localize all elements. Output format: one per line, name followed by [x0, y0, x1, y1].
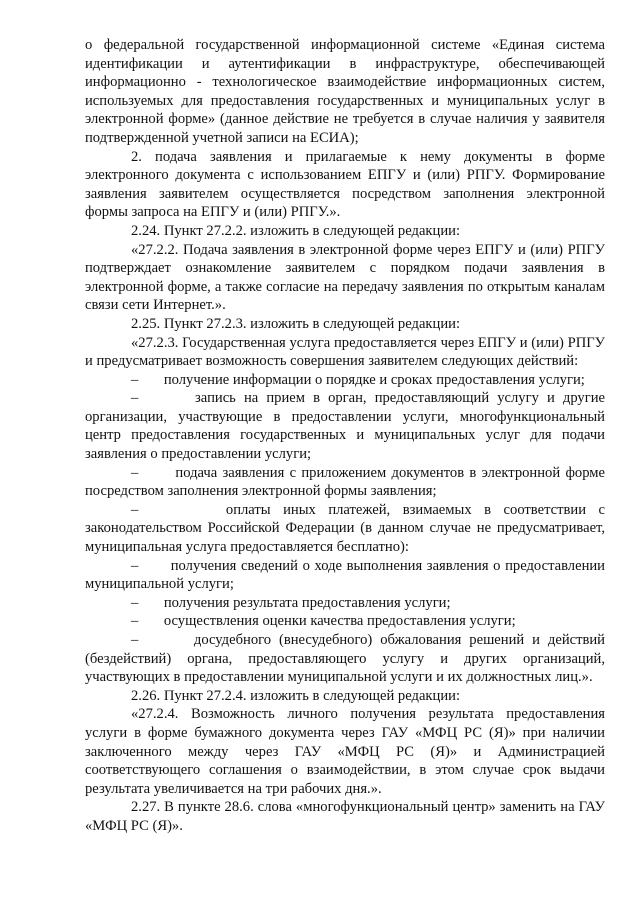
- paragraph-item-2-submission: 2. подача заявления и прилагаемые к нему документы в форме электронного документа с использованием ЕПГУ и (или) РПГУ. Формирование заявления заявителем осуществляется посредством заполнения электронной формы запроса на ЕПГУ и (или) РПГУ.».: [85, 148, 605, 221]
- paragraph-27-2-2: «27.2.2. Подача заявления в электронной форме через ЕПГУ и (или) РПГУ подтверждает ознакомление заявителем с порядком подачи заявления в электронной форме, а также согласие на передачу заявления по открытым каналам связи сети Интернет.».: [85, 241, 605, 314]
- paragraph-27-2-3: «27.2.3. Государственная услуга предоставляется через ЕПГУ и (или) РПГУ и предусматривает возможность совершения заявителем следующих действий:: [85, 334, 605, 370]
- paragraph-2-27: 2.27. В пункте 28.6. слова «многофункциональный центр» заменить на ГАУ «МФЦ РС (Я)».: [85, 799, 605, 834]
- list-item-info: – получение информации о порядке и сроках предоставления услуги;: [131, 371, 585, 388]
- list-item-payments: – оплаты иных платежей, взимаемых в соответствии с законодательством Российской Федерации (в данном случае не предусматривает, муниципальная услуга предоставляется бесплатно):: [85, 501, 605, 556]
- document-page: [85, 36, 605, 836]
- paragraph-2-26-heading: 2.26. Пункт 27.2.4. изложить в следующей редакции:: [131, 687, 460, 704]
- list-item-appointment: – запись на прием в орган, предоставляющий услугу и другие организации, участвующие в предоставлении услуги, многофункциональный центр предоставления государственных и муниципальных услуг для подачи заявления о предоставлении услуги;: [85, 390, 605, 463]
- list-item-quality: – осуществления оценки качества предоставления услуги;: [131, 613, 516, 630]
- list-item-status: – получения сведений о ходе выполнения заявления о предоставлении муниципальной услуги;: [85, 557, 605, 593]
- paragraph-esia-continuation: о федеральной государственной информационной системе «Единая система идентификации и аутентификации в инфраструктуре, обеспечивающей информационно - технологическое взаимодействие информационных систем, используемых для предоставления государственных и муниципальных услуг в электронной форме» (данное действие не требуется в случае наличия у заявителя подтвержденной учетной записи на ЕСИА);: [85, 37, 605, 146]
- list-item-application: – подача заявления с приложением документов в электронной форме посредством заполнения электронной формы заявления;: [85, 464, 605, 500]
- list-item-appeal: – досудебного (внесудебного) обжалования решений и действий (бездействий) органа, предоставляющего услугу и других организаций, участвующих в предоставлении муниципальной услуги и их должностных лиц.».: [85, 632, 605, 686]
- paragraph-2-25-heading: 2.25. Пункт 27.2.3. изложить в следующей редакции:: [131, 315, 460, 332]
- paragraph-27-2-4: «27.2.4. Возможность личного получения результата предоставления услуги в форме бумажного документа через ГАУ «МФЦ РС (Я)» при наличии заключенного между через ГАУ «МФЦ РС (Я)» и Администрацией соответствующего соглашения о взаимодействии, в этом случае срок выдачи результата увеличивается на три рабочих дня.».: [85, 706, 605, 797]
- paragraph-2-24-heading: 2.24. Пункт 27.2.2. изложить в следующей редакции:: [131, 222, 460, 239]
- list-item-result: – получения результата предоставления услуги;: [131, 594, 451, 611]
